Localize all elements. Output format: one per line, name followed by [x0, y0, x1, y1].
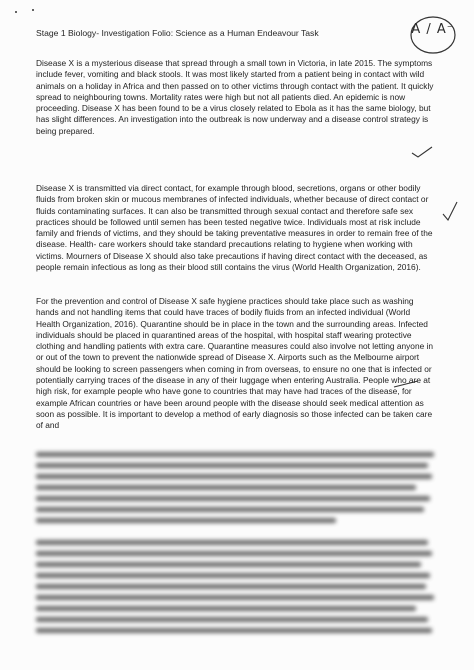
paragraph-text: Disease X is transmitted via direct contact, for example through blood, secretions, organs or other bodily fluids from broken skin or mucous membranes of infected individuals, whether because of direct contact or fluids contaminating surfaces. It can also be transmitted through sexual contact and therefore safe sex practices should be followed until semen has been tested negative twice. Individuals most at risk include family and friends of victims, and they should be taking preventative measures in order to remain free of the disease. Health- care workers should take standard precautions relating to hygiene when working with victims. Mourners of Disease X should also take precautions if having direct contact with the deceased, as people remain infectious as long as their blood still contains the virus (World Health Organization, 2016). [36, 183, 433, 273]
tick-mark-icon [392, 378, 422, 390]
tick-mark-icon [440, 200, 460, 222]
tick-mark-icon [410, 145, 434, 159]
paragraph-1 [36, 58, 436, 137]
paragraph-text: Disease X is a mysterious disease that spread through a small town in Victoria, in late 2015. The symptoms include fever, vomiting and black stools. It was most likely started from a patient being in contact with wild animals on a holiday in Africa and then passed on to other victims through contact with the patient. It quickly spread to neighbouring towns. Mortality rates were high but not all patients died. An epidemic is now proceeding. Disease X has been found to be a virus closely related to Ebola as it has the same biology, but has slight differences. An investigation into the outbreak is now underway and a disease control strategy is being prepared. [36, 58, 434, 136]
blurred-lines-graphic [36, 450, 436, 650]
paragraph-2 [36, 183, 436, 273]
paragraph-text: For the prevention and control of Disease X safe hygiene practices should take place such as washing hands and not handling items that could have traces of bodily fluids from an infected individual (World Health Organization, 2016). Quarantine should be in place in the town and the surrounding areas. Infected individuals should be placed in quarantined areas of the hospital, with hospital staff wearing protective clothing and handling patients with extra care. Quarantine measures could also involve not letting anyone in or out of the town to prevent the nationwide spread of Disease X. Airports such as the Melbourne airport should be looking to screen passengers when coming in from overseas, to ensure no one that is infected or potentially carrying traces of the disease in any of their luggage when entering Australia. People who are at high risk, for example people who have gone to countries that may have had traces of the disease, for example African countries or have been around people with the disease should seek medical attention as soon as possible. It is important to develop a method of early diagnosis so those infected can be taken care of and [36, 296, 434, 431]
grade-mark: A / A⁻ [411, 22, 455, 37]
grade-stamp [408, 14, 458, 56]
document-title: Stage 1 Biology- Investigation Folio: Science as a Human Endeavour Task [36, 28, 319, 38]
scan-speck-icon [12, 6, 52, 18]
blurred-text-region [36, 450, 436, 653]
paragraph-3 [36, 296, 436, 432]
